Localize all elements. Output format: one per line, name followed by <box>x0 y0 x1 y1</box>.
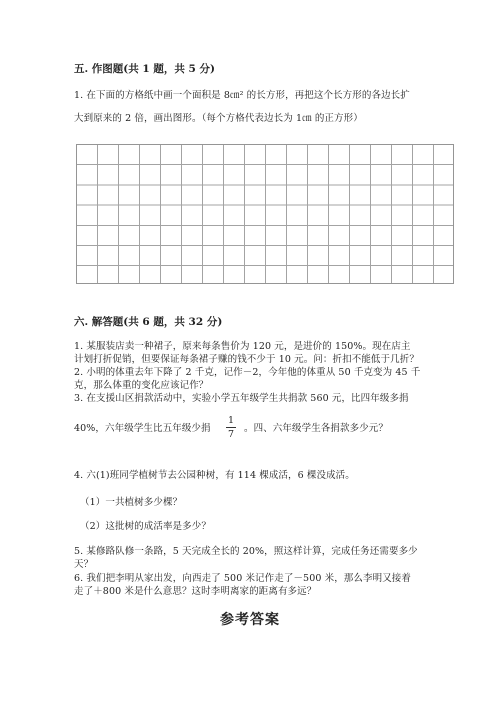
q5-line-2: 天？ <box>74 559 94 570</box>
answer-key-title: 参考答案 <box>220 612 280 628</box>
q4-line: 4. 六(1)班同学植树节去公园种树，有 114 棵成活，6 棵没成活。 <box>74 470 355 481</box>
q3-fraction-denominator: 7 <box>227 429 235 440</box>
q6-line-1: 6. 我们把李明从家出发，向西走了 500 米记作走了－500 米，那么李明又接着 <box>74 573 412 584</box>
q6-line-2: 走了＋800 米是什么意思？这时李明离家的距离有多远？ <box>74 586 317 597</box>
q2-line-1: 2. 小明的体重去年下降了 2 千克，记作－2，今年他的体重从 50 千克变为 45 千 <box>74 367 421 378</box>
q4-sub-question-1: （1）一共植树多少棵？ <box>80 497 183 508</box>
q1-line-2: 计划打折促销，但要保证每条裙子赚的钱不少于 10 元。问：折扣不能低于几折？ <box>74 354 419 365</box>
q2-line-2: 克，那么体重的变化应该记作？ <box>74 380 209 391</box>
section-5-title: 五. 作图题(共 1 题，共 5 分) <box>74 63 215 75</box>
q3-fraction <box>226 415 236 440</box>
q3-line-2-start: 40%，六年级学生比五年级少捐 <box>74 423 211 434</box>
section-6-title: 六. 解答题(共 6 题，共 32 分) <box>74 316 223 328</box>
q4-sub-question-2: （2）这批树的成活率是多少？ <box>80 521 211 532</box>
q5-line-1: 5. 某修路队修一条路，5 天完成全长的 20%，照这样计算，完成任务还需要多少 <box>74 546 418 557</box>
q3-fraction-numerator: 1 <box>227 415 235 426</box>
square-grid-paper <box>76 144 454 284</box>
q3-line-1: 3. 在支援山区捐款活动中，实验小学五年级学生共捐款 560 元，比四年级多捐 <box>74 393 409 404</box>
q3-fraction-bar <box>226 427 236 428</box>
q1-line-1: 1. 某服装店卖一种裙子，原来每条售价为 120 元，是进价的 150%。现在店主 <box>74 341 411 352</box>
section-5-question-line-1: 1. 在下面的方格纸中画一个面积是 8㎝² 的长方形，再把这个长方形的各边长扩 <box>74 90 410 101</box>
q3-line-2-end: 。四、六年级学生各捐款多少元？ <box>244 423 389 434</box>
section-5-question-line-2: 大到原来的 2 倍，画出图形。（每个方格代表边长为 1㎝ 的正方形） <box>74 113 363 124</box>
